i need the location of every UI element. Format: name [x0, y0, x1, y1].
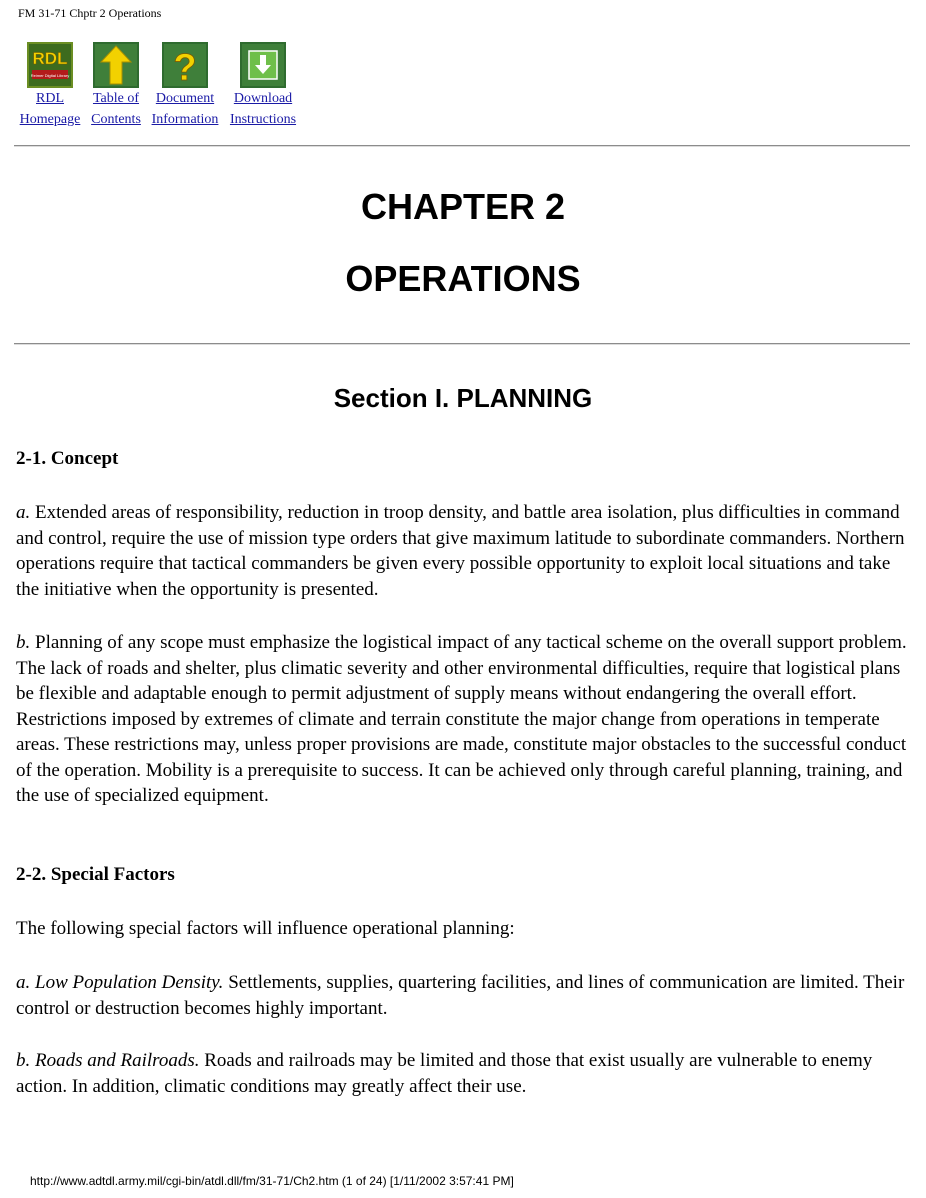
paragraph-marker: a. Low Population Density. — [16, 972, 224, 993]
nav-label-line1[interactable]: RDL — [36, 91, 64, 106]
divider — [14, 343, 910, 345]
nav-label-line2[interactable]: Homepage — [19, 112, 81, 127]
svg-text:?: ? — [173, 47, 197, 88]
up-arrow-icon[interactable] — [93, 42, 139, 88]
chapter-number: CHAPTER 2 — [360, 186, 566, 227]
paragraph-marker: b. — [16, 632, 31, 653]
paragraph-2-2-b — [16, 1048, 912, 1099]
nav-table-of-contents[interactable] — [88, 42, 144, 130]
nav-download-instructions[interactable] — [226, 42, 300, 130]
paragraph-text: The following special factors will influence operational planning: — [16, 918, 515, 939]
page-header: FM 31-71 Chptr 2 Operations — [18, 6, 162, 20]
page-footer-url: http://www.adtdl.army.mil/cgi-bin/atdl.dll/fm/31-71/Ch2.htm (1 of 24) [1/11/2002 3:57:41 PM] — [30, 1174, 514, 1188]
question-mark-icon[interactable] — [162, 42, 208, 88]
paragraph-heading: 2-2. Special Factors — [16, 864, 175, 885]
divider — [14, 145, 910, 147]
paragraph-text: Settlements, supplies, quartering facilities, and lines of communication are limited. Their control or destruction becomes highly important. — [16, 972, 905, 1019]
paragraph-2-1-b — [16, 630, 912, 809]
rdl-logo-icon[interactable] — [27, 42, 73, 88]
paragraph-text: Extended areas of responsibility, reduction in troop density, and battle area isolation, plus difficulties in command and control, require the use of mission type orders that give maximum latitude to subordinate commanders. Northern operations require that tactical commanders be given every possible opportunity to exploit local situations and take the initiative when the opportunity is presented. — [16, 502, 905, 600]
paragraph-2-2-intro — [16, 916, 912, 942]
nav-label-line1[interactable]: Table of — [92, 91, 140, 106]
nav-document-information[interactable] — [148, 42, 222, 130]
nav-label-line2[interactable]: Information — [151, 112, 219, 127]
nav-label-line1[interactable]: Download — [233, 91, 293, 106]
nav-label-line2[interactable]: Instructions — [229, 112, 297, 127]
chapter-title: OPERATIONS — [345, 258, 581, 299]
nav-rdl-homepage[interactable] — [16, 42, 84, 130]
navigation-bar — [16, 42, 300, 130]
paragraph-text: Planning of any scope must emphasize the logistical impact of any tactical scheme on the overall support problem. The lack of roads and shelter, plus climatic severity and other environmental difficulties, require that logistical plans be flexible and adaptable enough to permit adjustment of supply means without endangering the overall effort. Restrictions imposed by extremes of climate and terrain constitute the major change from operations in temperate areas. These restrictions may, unless proper provisions are made, constitute major obstacles to the successful conduct of the operation. Mobility is a prerequisite to success. It can be achieved only through careful planning, training, and the use of specialized equipment. — [16, 632, 907, 806]
nav-label-line1[interactable]: Document — [155, 91, 215, 106]
paragraph-text: Roads and railroads may be limited and those that exist usually are vulnerable to enemy action. In addition, climatic conditions may greatly affect their use. — [16, 1050, 873, 1097]
heading-2-2 — [16, 862, 912, 888]
heading-2-1 — [16, 446, 912, 472]
nav-label-line2[interactable]: Contents — [91, 112, 141, 127]
paragraph-2-2-a — [16, 970, 912, 1021]
paragraph-marker: b. Roads and Railroads. — [16, 1050, 200, 1071]
paragraph-marker: a. — [16, 502, 31, 523]
down-arrow-icon[interactable] — [240, 42, 286, 88]
rdl-badge-subtext: Reimer Digital Library — [30, 73, 70, 78]
rdl-badge-text: RDL — [32, 49, 68, 68]
section-title: Section I. PLANNING — [333, 383, 593, 413]
paragraph-2-1-a — [16, 500, 912, 602]
paragraph-heading: 2-1. Concept — [16, 448, 119, 469]
